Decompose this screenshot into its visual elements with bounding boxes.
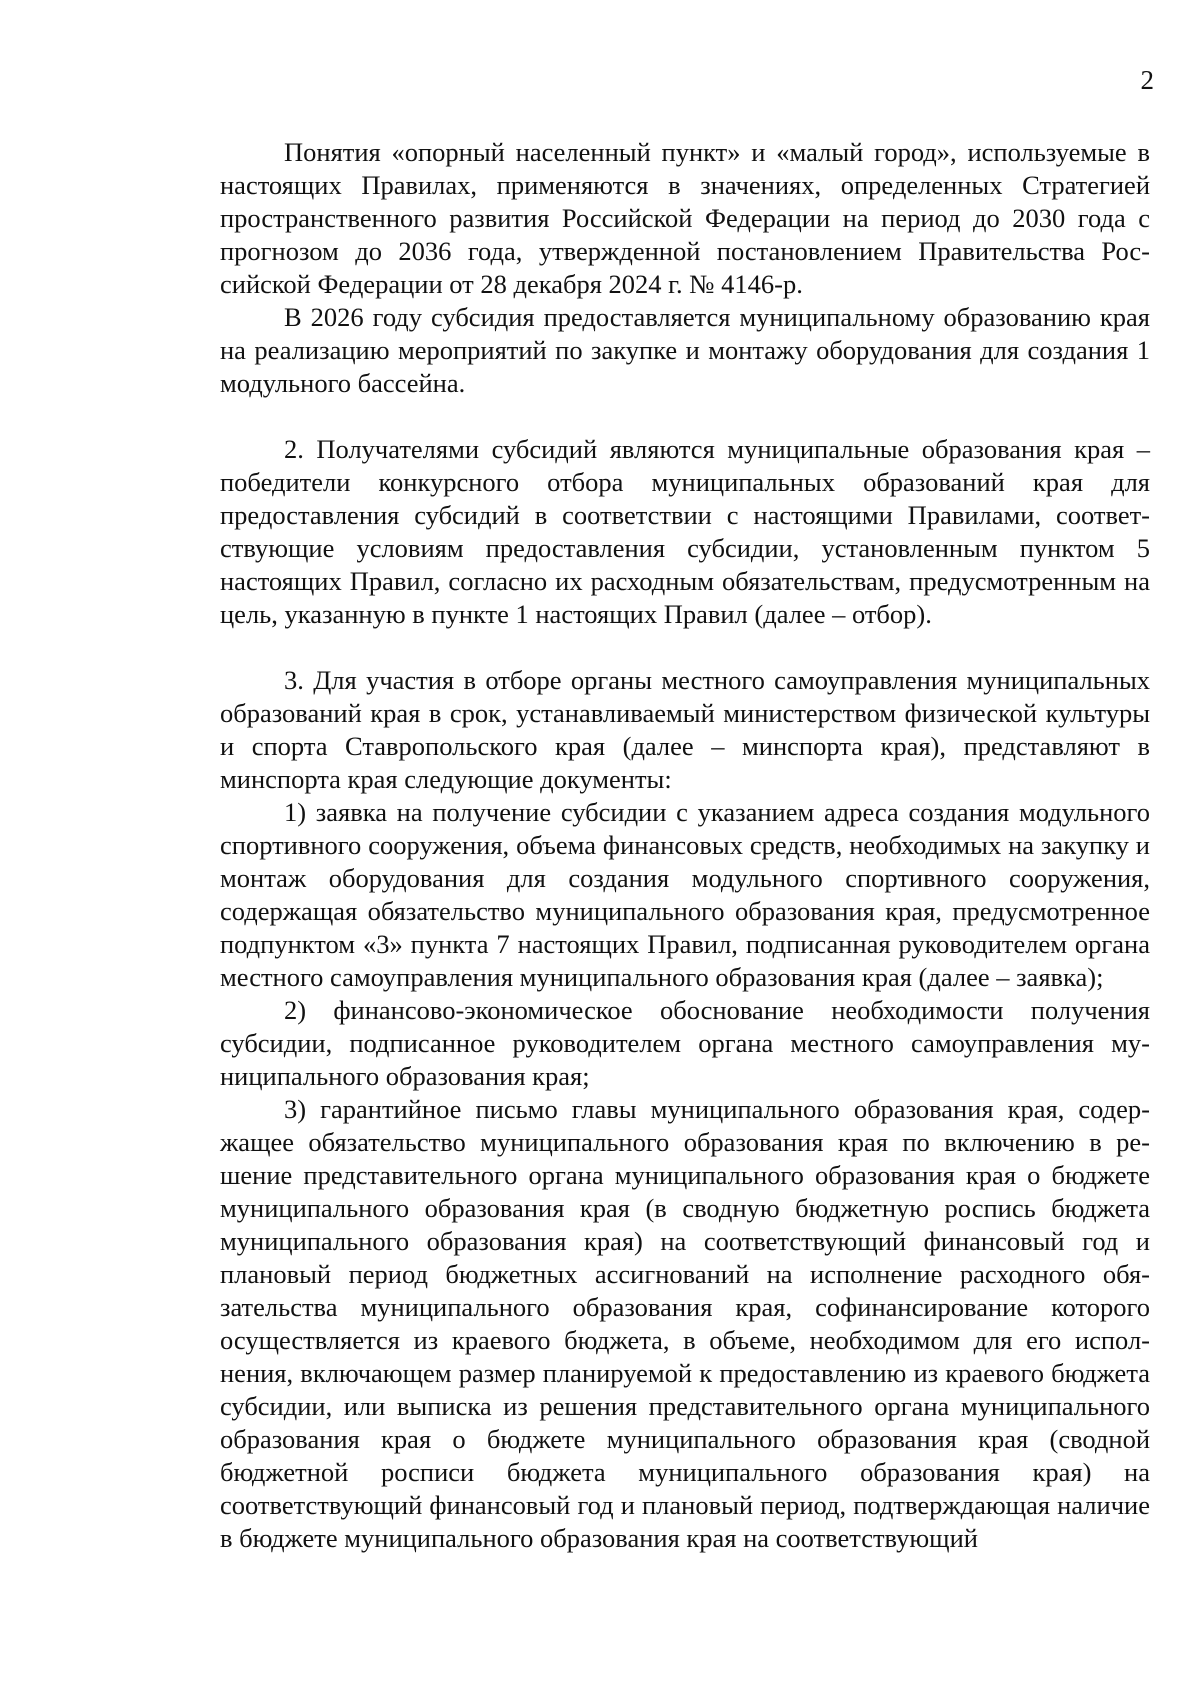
page-number: 2 <box>1140 65 1154 95</box>
paragraph-item-3-documents: 3. Для участия в отборе органы местного самоуправления муниципальных образований края в срок, устанавливаемый министерством физической культуры и спорта Ставропольского края (далее – минспорта края), представляют в минспорта края следующие документы: <box>220 665 1150 794</box>
paragraph-subitem-2-justification: 2) финансово-экономическое обоснование необходимости получения субсидии, подписанное руководителем органа местного самоуправления муниципального образования края; <box>220 995 1150 1091</box>
document-body <box>220 136 1150 1555</box>
paragraph-definitions: Понятия «опорный населенный пункт» и «малый город», используемые в настоящих Правилах, применяются в значениях, определенных Стратегией пространственного развития Российской Федерации на период до 2030 года с прогнозом до 2036 года, утвержденной постановлением Правительства Российской Федерации от 28 декабря 2024 г. № 4146-р. <box>220 137 1150 299</box>
paragraph-subitem-3-guarantee-letter: 3) гарантийное письмо главы муниципального образования края, содержащее обязательство муниципального образования края по включению в решение представительного органа муниципального образования края о бюджете муниципального образования края (в сводную бюджетную роспись бюджета муниципального образования края) на соответствующий финансовый год и плановый период бюджетных ассигнований на исполнение расходного обязательства муниципального образования края, софинансирование которого осуществляется из краевого бюджета, в объеме, необходимом для его исполнения, включающем размер планируемой к предоставлению из краевого бюджета субсидии, или выписка из решения представительного органа муниципального образования края о бюджете муниципального образования края (сводной бюджетной росписи бюджета муниципального образования края) на соответствующий финансовый год и плановый период, подтверждающая наличие в бюджете муниципального образования края на соответствующий <box>220 1094 1150 1553</box>
paragraph-item-2-recipients: 2. Получателями субсидий являются муниципальные образования края – победители конкурсного отбора муниципальных образований края для предоставления субсидий в соответствии с настоящими Правилами, соответствующие условиям предоставления субсидии, установленным пунктом 5 настоящих Правил, согласно их расходным обязательствам, предусмотренным на цель, указанную в пункте 1 настоящих Правил (далее – отбор). <box>220 434 1150 629</box>
paragraph-subitem-1-application: 1) заявка на получение субсидии с указанием адреса создания модульного спортивного сооружения, объема финансовых средств, необходимых на закупку и монтаж оборудования для создания модульного спортивного сооружения, содержащая обязательство муниципального образования края, предусмотренное подпунктом «3» пункта 7 настоящих Правил, подписанная руководителем органа местного самоуправления муниципального образования края (далее – заявка); <box>220 797 1150 992</box>
paragraph-subsidy-2026: В 2026 году субсидия предоставляется муниципальному образованию края на реализацию мероприятий по закупке и монтажу оборудования для создания 1 модульного бассейна. <box>220 302 1150 398</box>
